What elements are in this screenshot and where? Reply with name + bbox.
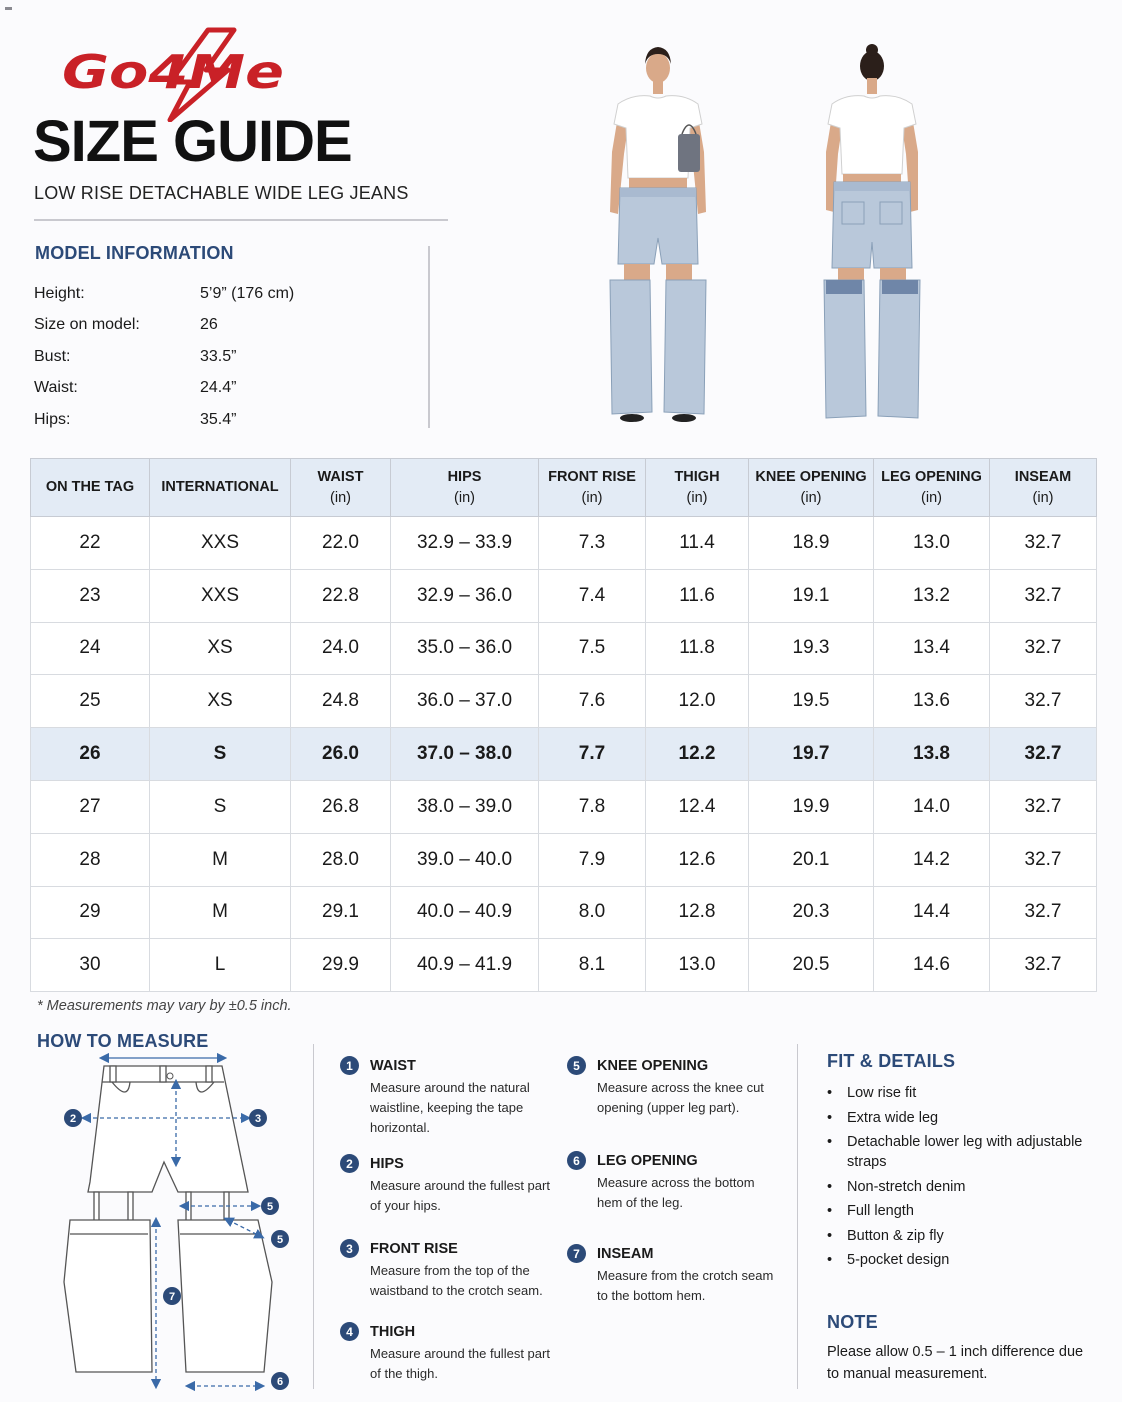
table-cell: 36.0 – 37.0 [391, 675, 539, 728]
header-label: HIPS [447, 468, 482, 485]
model-info-label: Hips: [34, 410, 71, 428]
note-text: Please allow 0.5 – 1 inch difference due to manual measurement. [827, 1344, 1084, 1382]
svg-text:6: 6 [276, 1376, 284, 1388]
table-cell: 8.1 [539, 939, 646, 992]
step-title: HIPS [370, 1155, 404, 1172]
table-row [31, 517, 1097, 570]
table-cell: 7.5 [539, 622, 646, 675]
table-cell: 26 [31, 728, 150, 781]
model-info-list [34, 278, 414, 436]
table-row [31, 569, 1097, 622]
model-info-value: 24.4” [200, 379, 237, 397]
table-cell: 32.7 [990, 780, 1097, 833]
table-cell: 14.4 [874, 886, 990, 939]
step-description: Measure from the crotch seam to the bottom hem. [597, 1268, 774, 1303]
step-number-badge: 2 [340, 1154, 359, 1173]
table-cell: 26.8 [291, 780, 391, 833]
model-info-row [34, 278, 414, 310]
table-cell: 11.6 [646, 569, 749, 622]
header-label: LEG OPENING [881, 468, 982, 485]
step-title: INSEAM [597, 1245, 654, 1262]
table-cell: 13.6 [874, 675, 990, 728]
step-title: LEG OPENING [597, 1152, 698, 1169]
table-cell: 7.6 [539, 675, 646, 728]
table-row [31, 728, 1097, 781]
table-cell: 35.0 – 36.0 [391, 622, 539, 675]
table-cell: 30 [31, 939, 150, 992]
table-cell: 19.5 [749, 675, 874, 728]
size-table [30, 458, 1097, 992]
measure-step [340, 1322, 550, 1384]
table-cell: 12.8 [646, 886, 749, 939]
model-info-value: 35.4” [200, 410, 237, 428]
model-info-row [34, 341, 414, 373]
step-description: Measure across the knee cut opening (upper leg part). [597, 1080, 764, 1115]
table-cell: 29.9 [291, 939, 391, 992]
fit-detail-item: • Detachable lower leg with adjustable straps [827, 1132, 1097, 1172]
fit-detail-item: • Extra wide leg [827, 1108, 1097, 1128]
model-front-photo [598, 42, 718, 427]
table-cell: 19.3 [749, 622, 874, 675]
table-cell: 13.0 [874, 517, 990, 570]
header-unit: (in) [581, 489, 603, 506]
table-cell: 12.4 [646, 780, 749, 833]
model-back-photo [812, 42, 932, 427]
table-cell: 37.0 – 38.0 [391, 728, 539, 781]
step-number-badge: 1 [340, 1056, 359, 1075]
table-cell: 22.8 [291, 569, 391, 622]
table-cell: 32.7 [990, 886, 1097, 939]
step-number-badge: 4 [340, 1322, 359, 1341]
header-label: WAIST [317, 468, 364, 485]
fit-details-list [827, 1083, 1097, 1275]
table-row [31, 675, 1097, 728]
table-cell: XXS [150, 517, 291, 570]
table-cell: 29 [31, 886, 150, 939]
table-cell: 20.1 [749, 833, 874, 886]
table-cell: S [150, 780, 291, 833]
table-header-cell [749, 459, 874, 517]
table-header-cell [291, 459, 391, 517]
table-cell: 13.8 [874, 728, 990, 781]
table-cell: 32.9 – 33.9 [391, 517, 539, 570]
step-number-badge: 7 [567, 1244, 586, 1263]
table-cell: 20.3 [749, 886, 874, 939]
step-description: Measure around the fullest part of the thigh. [370, 1346, 550, 1381]
model-info-value: 5’9” (176 cm) [200, 284, 295, 302]
table-cell: 32.7 [990, 728, 1097, 781]
measure-step [340, 1239, 550, 1301]
note-title: NOTE [827, 1312, 878, 1332]
fit-detail-item: • 5-pocket design [827, 1250, 1097, 1270]
table-cell: 32.7 [990, 569, 1097, 622]
table-cell: 39.0 – 40.0 [391, 833, 539, 886]
table-row [31, 886, 1097, 939]
table-cell: 26.0 [291, 728, 391, 781]
page-title: SIZE GUIDE [33, 109, 352, 174]
measure-step [340, 1154, 550, 1216]
table-cell: 32.7 [990, 939, 1097, 992]
table-cell: 12.0 [646, 675, 749, 728]
header-unit: (in) [921, 489, 942, 506]
svg-text:5: 5 [266, 1201, 274, 1213]
table-header-cell [990, 459, 1097, 517]
table-cell: 22 [31, 517, 150, 570]
measure-step [567, 1056, 777, 1118]
step-description: Measure across the bottom hem of the leg. [597, 1175, 755, 1210]
table-header-cell [391, 459, 539, 517]
table-cell: 19.7 [749, 728, 874, 781]
table-cell: 8.0 [539, 886, 646, 939]
step-number-badge: 3 [340, 1239, 359, 1258]
table-cell: 24.0 [291, 622, 391, 675]
divider [428, 246, 430, 428]
step-description: Measure around the natural waistline, keeping the tape horizontal. [370, 1080, 530, 1135]
table-cell: 40.0 – 40.9 [391, 886, 539, 939]
table-body [31, 517, 1097, 992]
table-cell: 13.2 [874, 569, 990, 622]
model-info-row [34, 404, 414, 436]
table-cell: 11.4 [646, 517, 749, 570]
table-cell: 23 [31, 569, 150, 622]
table-row [31, 939, 1097, 992]
header-label: ON THE TAG [45, 479, 135, 495]
svg-text:7: 7 [168, 1291, 176, 1303]
table-cell: 13.4 [874, 622, 990, 675]
step-description: Measure from the top of the waistband to the crotch seam. [370, 1263, 543, 1298]
header-unit: (in) [330, 489, 351, 506]
footnote: * Measurements may vary by ±0.5 inch. [37, 998, 292, 1014]
model-info-label: Size on model: [34, 316, 140, 334]
table-cell: 14.6 [874, 939, 990, 992]
table-cell: 32.7 [990, 517, 1097, 570]
table-header-cell [646, 459, 749, 517]
model-info-label: Bust: [34, 347, 71, 365]
table-cell: M [150, 886, 291, 939]
step-number-badge: 6 [567, 1151, 586, 1170]
divider [313, 1044, 314, 1389]
table-cell: 32.9 – 36.0 [391, 569, 539, 622]
table-cell: 22.0 [291, 517, 391, 570]
svg-text:3: 3 [254, 1113, 262, 1125]
table-cell: 24.8 [291, 675, 391, 728]
corner-mark [5, 7, 12, 10]
header-label: INTERNATIONAL [161, 479, 279, 495]
table-header-cell [539, 459, 646, 517]
step-title: THIGH [370, 1323, 416, 1340]
header-unit: (in) [1032, 489, 1054, 506]
model-info-label: Waist: [34, 379, 78, 397]
table-cell: 19.1 [749, 569, 874, 622]
table-header-row [31, 459, 1097, 517]
product-subtitle: LOW RISE DETACHABLE WIDE LEG JEANS [34, 183, 409, 203]
header-unit: (in) [800, 489, 822, 506]
divider [797, 1044, 798, 1389]
step-title: FRONT RISE [370, 1240, 458, 1257]
model-info-title: MODEL INFORMATION [35, 243, 234, 263]
table-cell: 7.8 [539, 780, 646, 833]
svg-text:2: 2 [69, 1113, 77, 1125]
table-header-cell [150, 459, 291, 517]
table-cell: 12.6 [646, 833, 749, 886]
table-cell: XXS [150, 569, 291, 622]
model-info-row [34, 310, 414, 342]
table-cell: 7.4 [539, 569, 646, 622]
fit-detail-item: • Low rise fit [827, 1083, 1097, 1103]
header-label: THIGH [674, 468, 720, 485]
table-cell: 40.9 – 41.9 [391, 939, 539, 992]
measure-step [340, 1056, 550, 1138]
table-cell: 32.7 [990, 622, 1097, 675]
how-to-measure-title: HOW TO MEASURE [37, 1031, 209, 1051]
table-cell: 28 [31, 833, 150, 886]
table-header-cell [31, 459, 150, 517]
table-cell: 29.1 [291, 886, 391, 939]
header-label: KNEE OPENING [755, 468, 867, 485]
measure-step [567, 1151, 777, 1213]
table-row [31, 833, 1097, 886]
step-number-badge: 5 [567, 1056, 586, 1075]
divider [34, 219, 448, 221]
table-cell: 18.9 [749, 517, 874, 570]
table-cell: XS [150, 622, 291, 675]
table-cell: S [150, 728, 291, 781]
measure-step [567, 1244, 777, 1306]
fit-detail-item: • Non-stretch denim [827, 1177, 1097, 1197]
step-description: Measure around the fullest part of your hips. [370, 1178, 550, 1213]
table-cell: 20.5 [749, 939, 874, 992]
step-title: KNEE OPENING [597, 1057, 709, 1074]
table-cell: 25 [31, 675, 150, 728]
table-cell: 11.8 [646, 622, 749, 675]
table-cell: 13.0 [646, 939, 749, 992]
table-cell: 32.7 [990, 675, 1097, 728]
table-cell: 38.0 – 39.0 [391, 780, 539, 833]
fit-details-title: FIT & DETAILS [827, 1051, 956, 1071]
table-row [31, 780, 1097, 833]
fit-detail-item: • Button & zip fly [827, 1226, 1097, 1246]
model-info-label: Height: [34, 284, 85, 302]
table-cell: 7.3 [539, 517, 646, 570]
table-cell: 19.9 [749, 780, 874, 833]
table-cell: 28.0 [291, 833, 391, 886]
table-cell: 7.7 [539, 728, 646, 781]
header-label: INSEAM [1014, 468, 1072, 485]
table-header-cell [874, 459, 990, 517]
table-cell: 27 [31, 780, 150, 833]
header-unit: (in) [686, 489, 708, 506]
step-title: WAIST [370, 1057, 416, 1074]
table-cell: 14.0 [874, 780, 990, 833]
model-info-row [34, 373, 414, 405]
header-label: FRONT RISE [548, 468, 636, 485]
model-info-value: 26 [200, 316, 218, 334]
table-row [31, 622, 1097, 675]
table-cell: 24 [31, 622, 150, 675]
table-cell: 32.7 [990, 833, 1097, 886]
table-cell: XS [150, 675, 291, 728]
header-unit: (in) [454, 489, 475, 506]
table-cell: 12.2 [646, 728, 749, 781]
table-cell: 14.2 [874, 833, 990, 886]
jeans-measurement-diagram [56, 1052, 296, 1397]
table-cell: 7.9 [539, 833, 646, 886]
model-info-value: 33.5” [200, 347, 237, 365]
svg-text:5: 5 [276, 1234, 284, 1246]
logo-wordmark: Go4Me [62, 45, 284, 99]
table-cell: M [150, 833, 291, 886]
table-cell: L [150, 939, 291, 992]
fit-detail-item: • Full length [827, 1201, 1097, 1221]
